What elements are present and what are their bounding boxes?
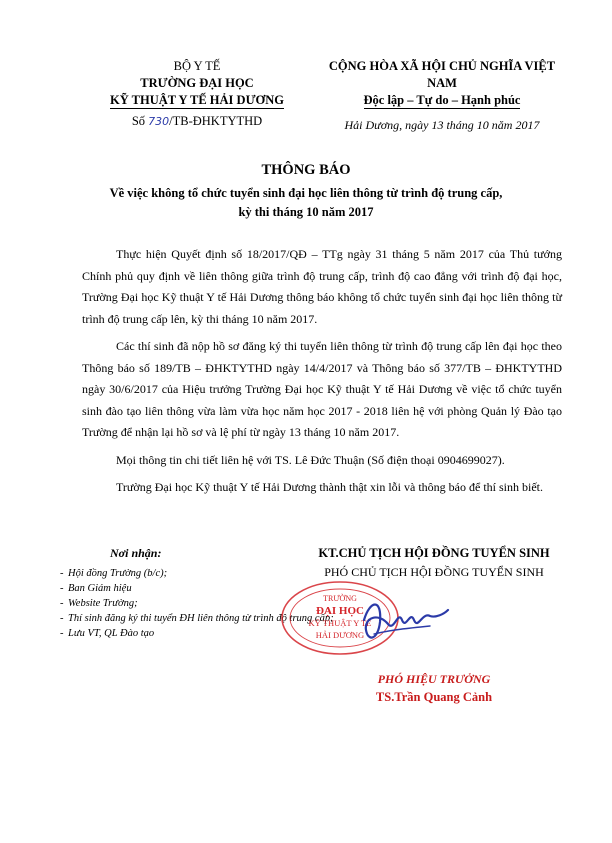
seal-line3: KỸ THUẬT Y TẾ	[308, 618, 372, 628]
ministry-name: BỘ Y TẾ	[173, 59, 221, 73]
subtitle-line1: Về việc không tổ chức tuyển sinh đại học liên thông từ trình độ trung cấp,	[109, 186, 503, 200]
paragraph-1: Thực hiện Quyết định số 18/2017/QĐ – TTg ngày 31 tháng 5 năm 2017 của Thủ tướng Chính phủ quy định về liên thông giữa trình độ trung cấp, trình độ cao đẳng với trình độ đại học, Trường Đại học Kỹ thuật Y tế Hải Dương thông báo không tổ chức tuyển sinh đại học liên thông từ trình độ trung cấp lên, kỳ thi tháng 10 năm 2017.	[82, 247, 562, 326]
national-motto: Độc lập – Tự do – Hạnh phúc	[363, 93, 521, 107]
recipient-item: - Lưu VT, QL Đào tạo	[60, 626, 335, 641]
header-right	[318, 58, 566, 109]
recipient-item: - Hội đồng Trường (b/c);	[60, 566, 335, 581]
signer-role: PHÓ HIỆU TRƯỞNG	[377, 672, 491, 686]
docnum-suffix: /TB-ĐHKTYTHD	[169, 114, 263, 128]
signature-title: KT.CHỦ TỊCH HỘI ĐỒNG TUYỂN SINH	[318, 546, 550, 560]
recipient-item: - Ban Giám hiệu	[60, 581, 335, 596]
paragraph-4: Trường Đại học Kỹ thuật Y tế Hải Dương thành thật xin lỗi và thông báo để thí sinh biết.	[116, 480, 543, 494]
document-date: Hải Dương, ngày 13 tháng 10 năm 2017	[344, 118, 540, 132]
country-name: CỘNG HÒA XÃ HỘI CHỦ NGHĨA VIỆT NAM	[328, 59, 556, 90]
handwritten-signature	[360, 590, 450, 650]
document-body	[82, 244, 562, 505]
recipient-item: - Website Trường;	[60, 596, 335, 611]
document-subtitle	[70, 184, 542, 222]
signature-subtitle: PHÓ CHỦ TỊCH HỘI ĐỒNG TUYỂN SINH	[324, 565, 544, 579]
recipient-item: - Thí sinh đăng ký thi tuyển ĐH liên thông từ trình độ trung cấp;	[60, 611, 335, 626]
subtitle-line2: kỳ thi tháng 10 năm 2017	[238, 205, 374, 219]
school-name-line1: TRƯỜNG ĐẠI HỌC	[140, 76, 254, 90]
docnum-prefix: Số	[131, 114, 146, 128]
docnum-handwritten: 730	[148, 115, 170, 128]
seal-line2: ĐẠI HỌC	[316, 605, 364, 617]
recipients-title: Nơi nhận:	[110, 546, 162, 560]
seal-line4: HẢI DƯƠNG	[315, 630, 365, 640]
document-number	[82, 113, 312, 130]
signer-name: TS.Trần Quang Cảnh	[375, 690, 493, 704]
header-left	[82, 58, 312, 130]
document-title: THÔNG BÁO	[261, 162, 351, 178]
paragraph-3: Mọi thông tin chi tiết liên hệ với TS. Lê Đức Thuận (Số điện thoại 0904699027).	[116, 452, 505, 467]
paragraph-2: Các thí sinh đã nộp hồ sơ đăng ký thi tuyển liên thông từ trình độ trung cấp lên đại học theo Thông báo số 189/TB – ĐHKTYTHD ngày 14/4/2017 và Thông báo số 377/TB – ĐHKTYTHD ngày 30/6/2017 của Hiệu trưởng Trường Đại học Kỹ thuật Y tế Hải Dương về việc tổ chức tuyển sinh đào tạo liên thông vừa làm vừa học năm học 2017 - 2018 liên hệ với phòng Quản lý Đào tạo Trường để nhận lại hồ sơ và lệ phí từ ngày 13 tháng 10 năm 2017.	[82, 339, 562, 439]
seal-line1: TRƯỜNG	[323, 594, 357, 603]
school-name-line2: KỸ THUẬT Y TẾ HẢI DƯƠNG	[110, 93, 284, 107]
